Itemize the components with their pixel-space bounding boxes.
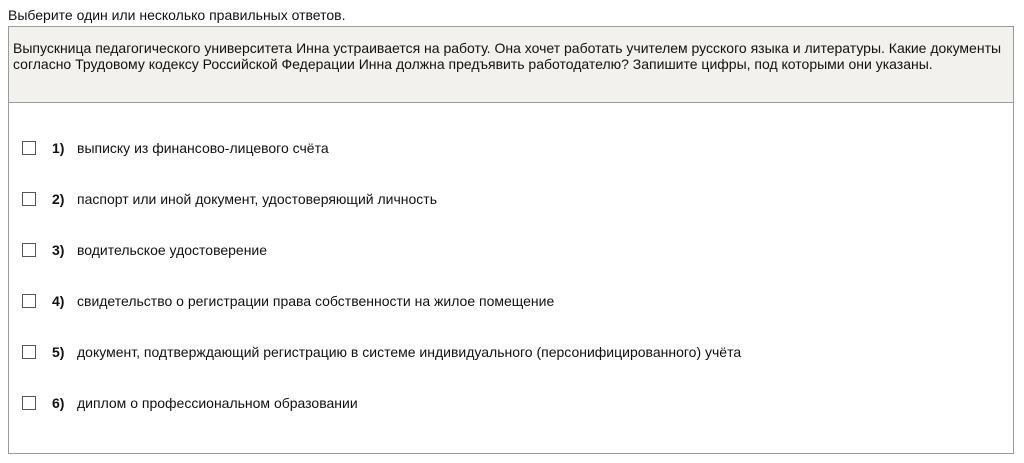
option-label: свидетельство о регистрации права собственности на жилое помещение xyxy=(77,293,555,309)
option-label: документ, подтверждающий регистрацию в системе индивидуального (персонифицированного) учёта xyxy=(77,344,742,360)
checkbox-6[interactable] xyxy=(22,396,36,410)
option-4[interactable] xyxy=(22,290,554,312)
question-text: Выпускница педагогического университета Инна устраивается на работу. Она хочет работать учителем русского языка и литературы. Какие документы согласно Трудовому кодексу Российской Федерации Инна должна предъявить работодателю? Запишите цифры, под которыми они указаны. xyxy=(13,40,1002,72)
checkbox-2[interactable] xyxy=(22,192,36,206)
instruction-text: Выберите один или несколько правильных ответов. xyxy=(8,7,346,23)
option-1[interactable] xyxy=(22,137,329,159)
question-block xyxy=(9,27,1013,103)
checkbox-3[interactable] xyxy=(22,243,36,257)
option-5[interactable] xyxy=(22,341,741,363)
option-number: 4) xyxy=(52,293,65,309)
option-label: выписку из финансово-лицевого счёта xyxy=(77,140,329,156)
option-number: 1) xyxy=(52,140,65,156)
option-number: 3) xyxy=(52,242,65,258)
checkbox-5[interactable] xyxy=(22,345,36,359)
option-6[interactable] xyxy=(22,392,358,414)
task-panel xyxy=(8,26,1014,454)
option-2[interactable] xyxy=(22,188,437,210)
option-number: 2) xyxy=(52,191,65,207)
option-number: 5) xyxy=(52,344,65,360)
option-3[interactable] xyxy=(22,239,267,261)
option-number: 6) xyxy=(52,395,65,411)
option-label: паспорт или иной документ, удостоверяющий личность xyxy=(77,191,437,207)
option-label: водительское удостоверение xyxy=(77,242,268,258)
checkbox-4[interactable] xyxy=(22,294,36,308)
option-label: диплом о профессиональном образовании xyxy=(77,395,358,411)
checkbox-1[interactable] xyxy=(22,141,36,155)
